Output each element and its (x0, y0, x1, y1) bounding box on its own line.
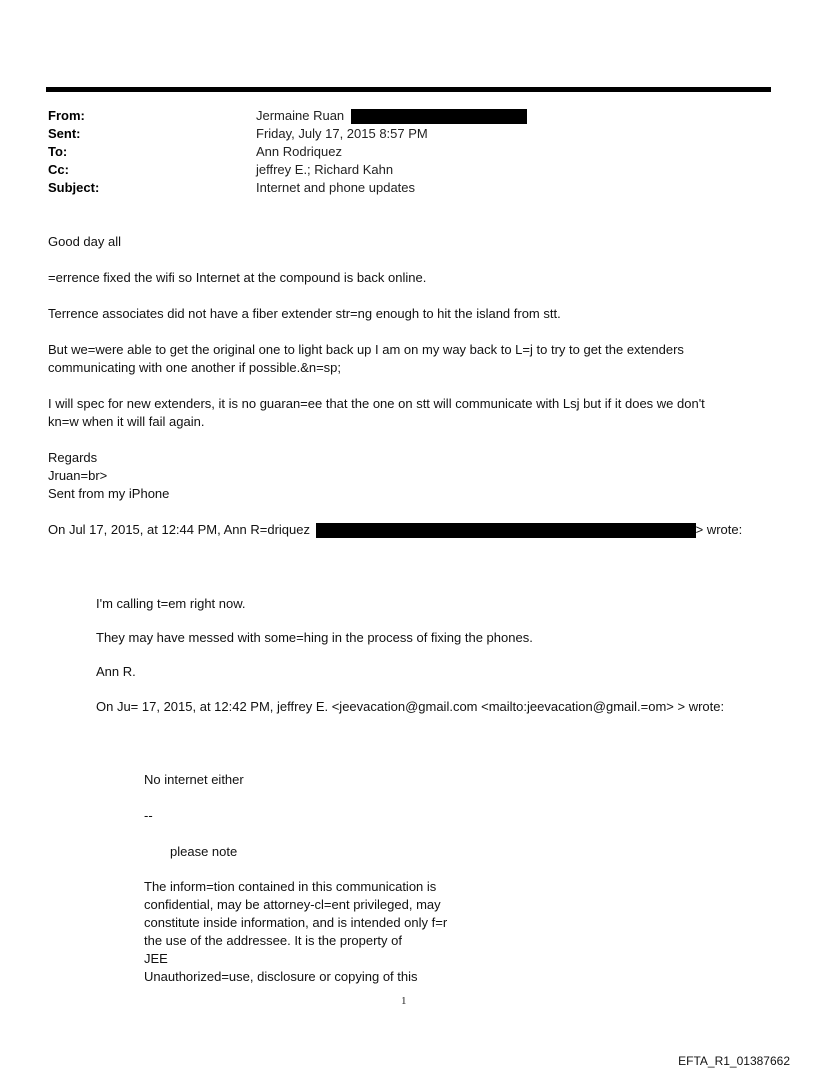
quote-header-1 (48, 521, 742, 539)
disclaimer-line-3: constitute inside information, and is intended only f=r (144, 915, 448, 930)
body-paragraph-2: Terrence associates did not have a fiber extender str=ng enough to hit the island from stt. (48, 306, 561, 321)
sent-label: Sent: (48, 126, 81, 141)
cc-label: Cc: (48, 162, 69, 177)
greeting: Good day all (48, 234, 121, 249)
quote2-note-heading: please note (170, 844, 238, 859)
from-value (256, 107, 527, 125)
page-number: 1 (401, 995, 407, 1007)
cc-value: jeffrey E.; Richard Kahn (256, 162, 394, 177)
quote-header-1-suffix: > wrote: (695, 522, 743, 537)
quote1-signature: Ann R. (96, 664, 136, 679)
quote-header-2: On Ju= 17, 2015, at 12:42 PM, jeffrey E. <jeevacation@gmail.com <mailto:jeevacation@gmail.=om> > wrote: (96, 699, 725, 714)
signoff: Regards (48, 450, 98, 465)
body-paragraph-3-line-1: But we=were able to get the original one to light back up I am on my way back to L=j to try to get the extenders (48, 342, 684, 357)
header-rule (46, 87, 771, 92)
subject-label: Subject: (48, 180, 100, 195)
disclaimer-line-2: confidential, may be attorney-cl=ent privileged, may (144, 897, 441, 912)
body-paragraph-1: =errence fixed the wifi so Internet at the compound is back online. (48, 270, 427, 285)
to-label: To: (48, 144, 68, 159)
quote-header-1-email-redaction (316, 523, 696, 538)
from-email-redaction (351, 109, 527, 124)
subject-value: Internet and phone updates (256, 180, 416, 195)
body-paragraph-4-line-2: kn=w when it will fail again. (48, 414, 205, 429)
from-label: From: (48, 108, 85, 123)
disclaimer-line-5: JEE (144, 951, 168, 966)
disclaimer-line-6: Unauthorized=use, disclosure or copying of this (144, 969, 418, 984)
from-name: Jermaine Ruan (256, 108, 345, 123)
signature-device: Sent from my iPhone (48, 486, 170, 501)
disclaimer-line-1: The inform=tion contained in this communication is (144, 879, 437, 894)
signature-name: Jruan=br> (48, 468, 108, 483)
document-id: EFTA_R1_01387662 (678, 1054, 790, 1068)
body-paragraph-4-line-1: I will spec for new extenders, it is no guaran=ee that the one on stt will communicate with Lsj but if it does we don't (48, 396, 705, 411)
quote1-line-1: I'm calling t=em right now. (96, 596, 246, 611)
sent-value: Friday, July 17, 2015 8:57 PM (256, 126, 428, 141)
quote2-separator: -- (144, 808, 153, 823)
quote1-line-2: They may have messed with some=hing in the process of fixing the phones. (96, 630, 533, 645)
body-paragraph-3-line-2: communicating with one another if possible.&n=sp; (48, 360, 342, 375)
quote2-line-1: No internet either (144, 772, 244, 787)
to-value: Ann Rodriquez (256, 144, 342, 159)
disclaimer-line-4: the use of the addressee. It is the property of (144, 933, 402, 948)
quote-header-1-prefix: On Jul 17, 2015, at 12:44 PM, Ann R=driquez (48, 522, 310, 537)
